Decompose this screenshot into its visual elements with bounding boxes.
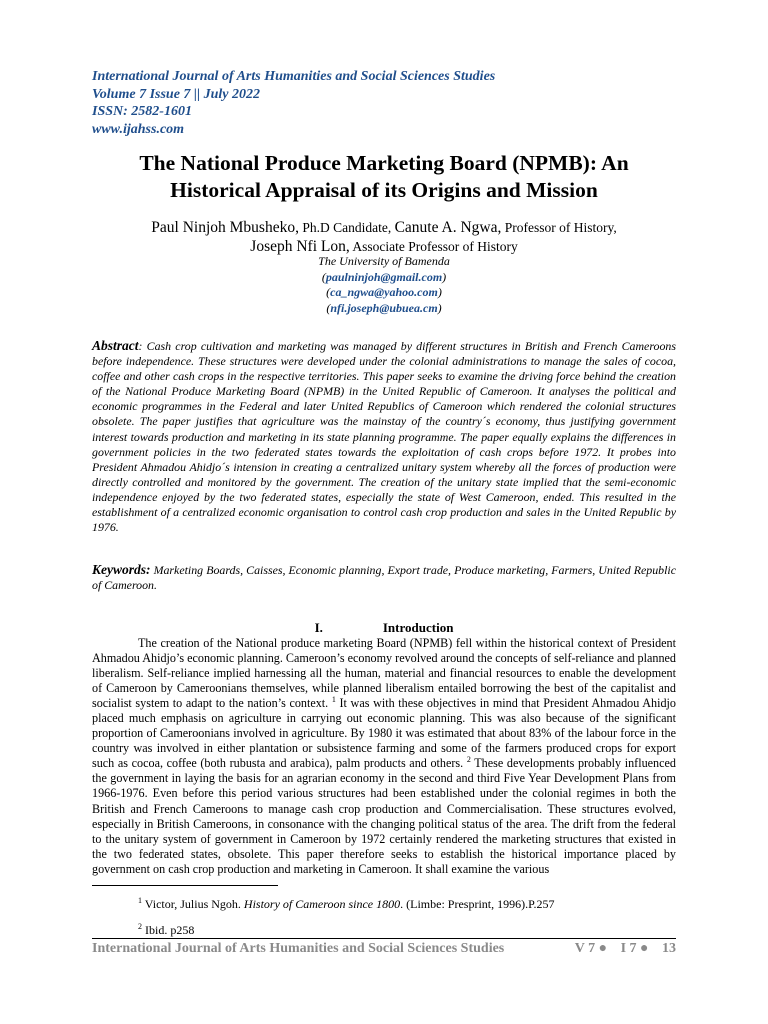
paragraph-text: It was with these objectives in mind that President Ahmadou Ahidjo placed much emphasis on agriculture in carrying out economic planning. This was also because of the significant proportion of Cameroonians involved in agriculture. By 1980 it was estimated that about 83% of the labour force in the country was involved in either plantation or subsistence farming and some of the farmers produced crops for export such as cocoa, coffee (both rubusta and arabica), palm products and others.: [92, 696, 676, 771]
author-list: [92, 218, 676, 256]
author-role: Ph.D Candidate,: [298, 220, 395, 235]
abstract-text: : Cash crop cultivation and marketing was managed by different structures in British and French Cameroons before independence. These structures were developed under the colonial administrations to manage the sales of cocoa, coffee and other cash crops in the respective territories. This paper seeks to examine the driving force behind the creation of the National Produce Marketing Board (NPMB) in the United Republic of Cameroon. It analyses the political and economic programmes in the Federal and later United Republics of Cameroon which rendered the colonial structures obsolete. The paper justifies that agriculture was the mainstay of the country´s economy, thus justifying government interest towards production and marketing in its state planning programme. The paper equally explains the differences in government policies in the two federated states towards the exploitation of cash crops before 1972. It probes into President Ahmadou Ahidjo´s intension in creating a centralized unitary system whereby all the forces of production were directly controlled and monitored by the government. The creation of the unitary state implied that the semi-economic independence enjoyed by the two federated states, especially the state of West Cameroon, ended. This resulted in the establishment of a centralized economic organisation to control cash crop production and sales in the United Republic by 1976.: [92, 339, 676, 535]
author-name: Paul Ninjoh Mbusheko,: [151, 219, 299, 236]
author-role: Associate Professor of History: [349, 239, 518, 254]
paragraph-text: These developments probably influenced the government in laying the basis for an agrarian economy in the second and third Five Year Development Plans from 1966-1976. Even before this period various structures had been established under the colonial regimes in both the British and French Cameroons to manage cash crop production and Commercialisation. These structures evolved, especially in British Cameroons, in consonance with the changing political status of the area. The drift from the federal to the unitary system of government in Cameroon by 1972 certainly rendered the marketing structures that existed in the two federated states, obsolete. This paper therefore seeks to establish the historical importance placed by government on cash crop production and marketing in Cameroon. It shall examine the various: [92, 756, 676, 876]
journal-name: International Journal of Arts Humanities and Social Sciences Studies: [92, 69, 496, 84]
section-title: Introduction: [382, 620, 454, 635]
footnote-text: Ibid. p258: [142, 923, 195, 937]
footnote-ref[interactable]: 1: [331, 695, 336, 705]
author-email-link[interactable]: nfi.joseph@ubuea.cm: [330, 300, 438, 315]
paragraph-text: The creation of the National produce marketing Board (NPMB) fell within the historical context of President Ahmadou Ahidjo’s economic planning. Cameroon’s economy revolved around the concepts of self-reliance and planned liberalism. Self-reliance implied harnessing all the human, material and financial resources to enable the development of Cameroon by Cameroonians themselves, while planned liberalism entailed borrowing the best of the capitalist and socialist system to adapt to the nation’s context.: [92, 636, 676, 711]
author-name: Joseph Nfi Lon,: [250, 238, 350, 255]
author-role: Professor of History,: [501, 220, 617, 235]
footer-volume: V 7 ●: [574, 941, 608, 956]
affiliation-block: The University of Bamenda (paulninjoh@gmail.com) (ca_ngwa@yahoo.com) (nfi.joseph@ubuea.cm): [92, 254, 676, 316]
footer-issue: I 7 ●: [620, 941, 649, 956]
paper-title: The National Produce Marketing Board (NPMB): An Historical Appraisal of its Origins and Mission: [139, 151, 629, 202]
journal-volume-issue: Volume 7 Issue 7 || July 2022: [92, 86, 260, 102]
abstract: [92, 338, 676, 535]
journal-header: [92, 68, 692, 138]
page-number: 13: [662, 941, 676, 956]
footnote-text: Victor, Julius Ngoh.: [142, 897, 244, 911]
footer-journal-name: International Journal of Arts Humanities and Social Sciences Studies: [92, 941, 505, 956]
footnote-number: 2: [138, 922, 142, 931]
section-number: I.: [314, 620, 323, 635]
keywords-text: Marketing Boards, Caisses, Economic planning, Export trade, Produce marketing, Farmers, United Republic of Cameroon.: [92, 563, 676, 593]
introduction-paragraph: [92, 636, 676, 877]
footnote-text: . (Limbe: Presprint, 1996).P.257: [400, 897, 555, 911]
footnote: [138, 893, 698, 912]
author-name: Canute A. Ngwa,: [394, 219, 502, 236]
section-heading: [92, 620, 676, 636]
author-email-link[interactable]: ca_ngwa@yahoo.com: [330, 285, 438, 299]
affiliation: The University of Bamenda: [318, 254, 450, 268]
keywords: [92, 562, 676, 593]
journal-website-link[interactable]: www.ijahss.com: [92, 121, 185, 137]
footnote: [138, 919, 698, 938]
page-footer: [92, 938, 676, 957]
footnote-number: 1: [138, 896, 142, 905]
footnote-divider: [92, 885, 278, 886]
keywords-label: Keywords:: [92, 562, 151, 577]
footer-meta: [565, 940, 676, 957]
footnote-ref[interactable]: 2: [466, 755, 471, 765]
journal-issn: ISSN: 2582-1601: [92, 104, 192, 119]
author-email-link[interactable]: paulninjoh@gmail.com: [325, 269, 443, 284]
footnote-book-title: History of Cameroon since 1800: [243, 897, 401, 911]
abstract-label: Abstract: [92, 338, 139, 353]
